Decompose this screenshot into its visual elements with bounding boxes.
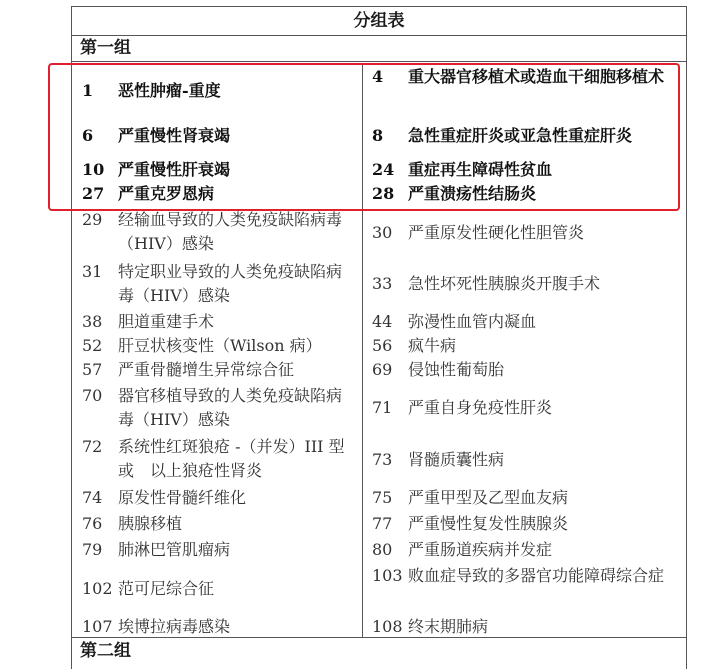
item-number: 69 <box>372 360 393 379</box>
item-number: 75 <box>372 488 393 507</box>
item-number: 1 <box>82 81 94 100</box>
item-number: 38 <box>82 312 103 331</box>
item-text: 系统性红斑狼疮 -（并发）III 型或 以上狼疮性肾炎 <box>118 437 345 480</box>
item-text: 严重骨髓增生异常综合征 <box>118 360 295 379</box>
item-text: 侵蚀性葡萄胎 <box>408 360 505 379</box>
item-text: 严重原发性硬化性胆管炎 <box>408 223 585 242</box>
item-text: 严重甲型及乙型血友病 <box>408 488 569 507</box>
item-number: 44 <box>372 312 393 331</box>
item-number: 8 <box>372 126 384 145</box>
item-number: 79 <box>82 540 103 559</box>
item-text: 急性坏死性胰腺炎开腹手术 <box>408 274 601 293</box>
item-text: 恶性肿瘤-重度 <box>118 81 221 100</box>
item-number: 103 <box>372 566 403 585</box>
item-number: 73 <box>372 450 393 469</box>
group-table <box>71 6 687 669</box>
item-number: 4 <box>372 67 384 86</box>
item-text: 肝豆状核变性（Wilson 病） <box>118 336 322 355</box>
item-text: 胆道重建手术 <box>118 312 215 331</box>
item-number: 24 <box>372 160 395 179</box>
item-number: 107 <box>82 617 113 636</box>
item-text: 终末期肺病 <box>408 617 489 636</box>
item-number: 28 <box>372 184 395 203</box>
item-number: 77 <box>372 514 393 533</box>
item-number: 31 <box>82 262 103 281</box>
item-text: 败血症导致的多器官功能障碍综合症 <box>408 566 665 585</box>
item-text: 严重肠道疾病并发症 <box>408 540 553 559</box>
item-text: 范可尼综合征 <box>118 579 215 598</box>
column-divider <box>362 63 363 637</box>
item-number: 29 <box>82 210 103 229</box>
group2-header: 第二组 <box>72 637 686 664</box>
item-text: 埃博拉病毒感染 <box>118 617 231 636</box>
item-text: 胰腺移植 <box>118 514 183 533</box>
item-text: 重症再生障碍性贫血 <box>408 160 553 179</box>
item-text: 疯牛病 <box>408 336 457 355</box>
item-text: 弥漫性血管内凝血 <box>408 312 537 331</box>
item-text: 原发性骨髓纤维化 <box>118 488 247 507</box>
item-number: 10 <box>82 160 105 179</box>
item-text: 严重慢性肾衰竭 <box>118 126 231 145</box>
item-text: 经输血导致的人类免疫缺陷病毒（HIV）感染 <box>118 210 343 253</box>
item-number: 33 <box>372 274 393 293</box>
item-number: 70 <box>82 386 103 405</box>
item-text: 严重慢性复发性胰腺炎 <box>408 514 569 533</box>
item-text: 肺淋巴管肌瘤病 <box>118 540 231 559</box>
item-number: 57 <box>82 360 103 379</box>
item-number: 52 <box>82 336 103 355</box>
item-text: 严重溃疡性结肠炎 <box>408 184 537 203</box>
item-number: 6 <box>82 126 94 145</box>
item-number: 72 <box>82 437 103 456</box>
item-text: 重大器官移植术或造血干细胞移植术 <box>408 67 665 86</box>
item-text: 严重自身免疫性肝炎 <box>408 398 553 417</box>
item-number: 102 <box>82 579 113 598</box>
item-number: 30 <box>372 223 393 242</box>
item-number: 71 <box>372 398 393 417</box>
table-title: 分组表 <box>72 7 686 36</box>
group1-header: 第一组 <box>72 35 686 62</box>
item-number: 27 <box>82 184 105 203</box>
item-text: 器官移植导致的人类免疫缺陷病毒（HIV）感染 <box>118 386 343 429</box>
item-text: 特定职业导致的人类免疫缺陷病毒（HIV）感染 <box>118 262 343 305</box>
item-number: 74 <box>82 488 103 507</box>
item-text: 急性重症肝炎或亚急性重症肝炎 <box>408 126 633 145</box>
item-number: 76 <box>82 514 103 533</box>
item-text: 严重慢性肝衰竭 <box>118 160 231 179</box>
item-text: 严重克罗恩病 <box>118 184 215 203</box>
item-text: 肾髓质囊性病 <box>408 450 505 469</box>
item-number: 56 <box>372 336 393 355</box>
item-number: 108 <box>372 617 403 636</box>
item-number: 80 <box>372 540 393 559</box>
